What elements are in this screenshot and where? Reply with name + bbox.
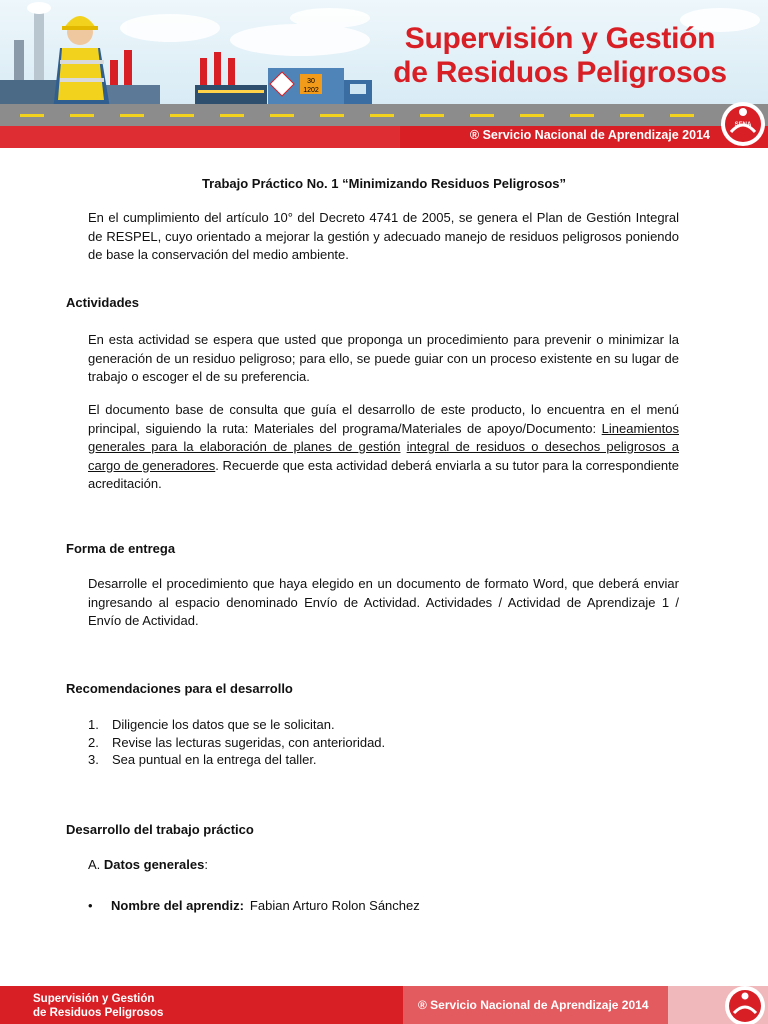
aprendiz-row xyxy=(88,898,420,913)
aprendiz-value: Fabian Arturo Rolon Sánchez xyxy=(249,898,420,913)
list-item-number: 1. xyxy=(88,717,99,732)
recomendaciones-heading: Recomendaciones para el desarrollo xyxy=(66,681,293,696)
list-item-text: Diligencie los datos que se le solicitan. xyxy=(112,717,335,732)
list-item-text: Revise las lecturas sugeridas, con anterioridad. xyxy=(112,734,386,750)
list-item-number: 2. xyxy=(88,734,99,750)
footer-title xyxy=(33,992,163,1020)
header-title-line2: de Residuos Peligrosos xyxy=(393,56,727,89)
list-item xyxy=(88,716,385,734)
footer-title-line1: Supervisión y Gestión xyxy=(33,993,155,1005)
actividades-paragraph-1: En esta actividad se espera que usted que proponga un procedimiento para prevenir o minimizar la generación de un residuo peligroso; para ello, se puede guiar con un proceso existente en su lugar de trabajo o escoger el de su preferencia. xyxy=(88,332,679,384)
header-title xyxy=(372,22,748,90)
document-title: Trabajo Práctico No. 1 “Minimizando Residuos Peligrosos” xyxy=(201,176,567,191)
recomendaciones-list xyxy=(88,716,385,769)
footer-title-line2: de Residuos Peligrosos xyxy=(33,1007,164,1019)
sena-logo-icon xyxy=(721,102,765,146)
section-label: Datos generales xyxy=(103,857,205,872)
entrega-paragraph: Desarrolle el procedimiento que haya elegido en un documento de formato Word, que deberá enviar ingresando al espacio denominado Envío de Actividad. Actividades / Actividad de Aprendizaje 1 / Envío de Actividad. xyxy=(88,576,679,628)
actividades-p2-tail: . Recuerde que esta actividad deberá enviarla a su tutor para la correspondiente acreditación. xyxy=(88,457,679,491)
bullet-icon: • xyxy=(88,898,93,913)
header-title-line1: Supervisión y Gestión xyxy=(404,22,716,55)
truck-sign-bottom: 1202 xyxy=(303,87,319,94)
section-letter: A. xyxy=(88,857,104,872)
residuos-link[interactable]: integral de residuos o desechos peligrosos a cargo de generadores xyxy=(88,439,679,473)
aprendiz-label: Nombre del aprendiz: xyxy=(111,898,244,913)
list-item-number: 3. xyxy=(88,752,99,767)
intro-paragraph: En el cumplimiento del artículo 10° del Decreto 4741 de 2005, se genera el Plan de Gestión Integral de RESPEL, cuyo orientado a mejorar la gestión y adecuado manejo de residuos peligrosos poniendo de base la conservación del medio ambiente. xyxy=(88,210,679,262)
header-sena-label: ® Servicio Nacional de Aprendizaje 2014 xyxy=(469,128,710,142)
section-colon: : xyxy=(204,857,208,872)
list-item-text: Sea puntual en la entrega del taller. xyxy=(112,752,317,767)
desarrollo-heading: Desarrollo del trabajo práctico xyxy=(66,822,254,837)
list-item xyxy=(88,734,385,752)
lineamientos-link[interactable]: Lineamientos generales para la elaboración de planes de gestión xyxy=(88,420,679,454)
list-item xyxy=(88,751,385,769)
footer-banner xyxy=(0,986,768,1024)
entrega-heading: Forma de entrega xyxy=(66,541,176,556)
actividades-p2-text: El documento base de consulta que guía el desarrollo de este producto, lo encuentra en el menú principal, siguiendo la ruta: Materiales del programa/Materiales de apoyo/Documento: xyxy=(88,402,679,436)
header-banner xyxy=(0,0,768,148)
truck-sign-top: 30 xyxy=(307,78,315,85)
actividades-paragraph-2 xyxy=(88,401,679,494)
datos-generales xyxy=(88,857,208,872)
sena-logo-text: SENA xyxy=(734,122,752,128)
actividades-heading: Actividades xyxy=(66,295,139,310)
footer-sena-label: ® Servicio Nacional de Aprendizaje 2014 xyxy=(418,998,649,1012)
